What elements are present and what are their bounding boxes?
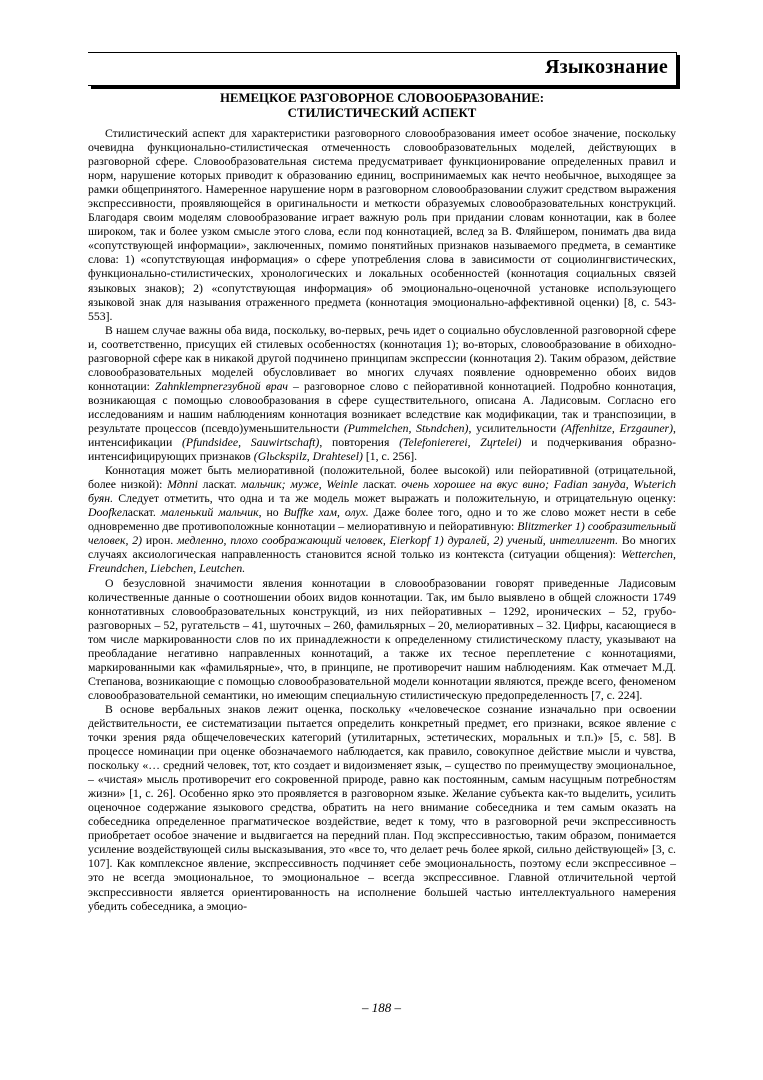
article bbox=[88, 91, 676, 914]
italic-run: Blitzmerker 1) сообразительный человек, 2) bbox=[88, 520, 676, 548]
article-title-line-2: СТИЛИСТИЧЕСКИЙ АСПЕКТ bbox=[287, 106, 477, 120]
paragraph bbox=[88, 703, 676, 914]
text-run: – разговорное слово с пейоративной коннотацией. Подробно коннотация, возникающая с помощью словообразования в сфере существительного, описана А. Ладисовым. Согласно его исследованиям и нашим наблюдениям коннотация возникает вследствие как модификации, так и транспозиции, в результате процессов (псевдо)уменьшительности bbox=[88, 379, 676, 435]
text-run: , усилительности bbox=[468, 421, 561, 435]
text-run: О безусловной значимости явления коннотации в словообразовании говорят приведенные Ладисовым количественные данные о соотношении обоих видов коннотации. Так, им было выявлено в общей сложности 1749 коннотативных словообразовательных конструкций, из них пейоративных – 1292, иронических – 52, грубо-разговорных – 52, ругательств – 41, шуточных – 260, фамильярных – 20, мелиоративных – 32. Цифры, касающиеся в том числе маркированности слов по их принадлежности к определенному стилистическому пласту, указывают на преобладание негативно направленных коннотаций, а также их тесное переплетение с коннотациями, маркированными как «фамильярные», что, в принципе, не противоречит нашим наблюдениям. Как отмечает М.Д. Степанова, возникающие с помощью словообразовательной модели коннотации являются, прежде всего, феноменом словообразовательной семантики, но имеющим специальную стилистическую предопределенность [7, с. 224]. bbox=[88, 576, 676, 702]
italic-run: очень хорошее на вкус вино; Fadian зануда, Wьterich буян. bbox=[88, 478, 676, 506]
text-run: и подчеркивания образно-интенсифицирующих признаков bbox=[88, 436, 676, 464]
italic-run: Wetterchen, Freundchen, Liebchen, Leutchen. bbox=[88, 548, 676, 576]
italic-run: Mдnnі bbox=[167, 478, 198, 492]
text-run: , но bbox=[258, 506, 284, 520]
paragraph bbox=[88, 324, 676, 464]
article-title-line-1: НЕМЕЦКОЕ РАЗГОВОРНОЕ СЛОВООБРАЗОВАНИЕ: bbox=[219, 91, 545, 105]
italic-run: (Affenhitze, Erzgauner) bbox=[560, 421, 674, 435]
page-number: – 188 – bbox=[362, 1000, 401, 1015]
italic-run: мальчик; муже, Weinle bbox=[241, 478, 358, 492]
italic-run: (Pfundsidee, Sauwirtschaft) bbox=[181, 436, 320, 450]
paragraph bbox=[88, 464, 676, 576]
text-run: ласкат. bbox=[357, 478, 402, 492]
text-run: ласкат. bbox=[121, 506, 161, 520]
text-run: В нашем случае важны оба вида, поскольку, во-первых, речь идет о социально обусловленной разговорной сфере и, соответственно, присущих ей стилевых особенностях (коннотация 1); во-вторых, словообразование в обиходно-разговорной сфере как в никакой другой подчинено принципам экспрессии (коннотация 2). Таким образом, действие словообразовательных моделей обусловливает во многих случаях появление одновременно обоих видов коннотации: bbox=[88, 323, 676, 393]
text-run: В основе вербальных знаков лежит оценка, поскольку «человеческое сознание изначально при освоении действительности, ее систематизации пытается определить конкретный предмет, его признаки, всякое явление с точки зрения ряда общечеловеческих категорий (утилитарных, эстетических, моральных и т.п.)» [5, с. 58]. В процессе номинации при оценке обозначаемого наблюдается, как правило, совокупное действие мысли и чувства, поскольку «… средний человек, тот, кто создает и видоизменяет язык, – существо по преимуществу эмоциональное, – «чистая» мысль противоречит его сокровенной природе, равно как постоянным, самым насущным потребностям жизни» [1, с. 26]. Особенно ярко это проявляется в разговорном языке. Желание субъекта как-то выделить, усилить оценочное содержание языкового средства, обратить на него внимание собеседника и тем самым оказать на собеседника определенное прагматическое воздействие, ведет к тому, что в разговорной речи экспрессивность приобретает особое значение и выдвигается на передний план. Под экспрессивностью, таким образом, понимается усиление воздействующей силы высказывания, это «все то, что делает речь более яркой, сильно действующей» [3, с. 107]. Как комплексное явление, экспрессивность подчиняет себе эмоциональность, поэтому если экспрессивное – это не всегда эмоциональное, то эмоциональное – всегда экспрессивное. Главной отличительной чертой экспрессивности является ориентированность на исполнение большей частью интеллектуального намерения убедить собеседника, а эмоцио- bbox=[88, 702, 676, 913]
section-title: Языкознание bbox=[544, 56, 668, 78]
text-run: ирон. bbox=[142, 534, 178, 548]
italic-run: (Glьckspilz, Drahtesel) bbox=[253, 450, 363, 464]
paragraph bbox=[88, 577, 676, 703]
italic-run: Buffke хам, олух. bbox=[283, 506, 369, 520]
text-run: Коннотация может быть мелиоративной (положительной, более высокой) или пейоративной (отрицательной, более низкой): bbox=[88, 464, 676, 492]
text-run: Стилистический аспект для характеристики разговорного словообразования имеет особое значение, поскольку очевидна функционально-стилистическая отмеченность словообразовательных моделей, действующих в разговорной сфере. Словообразовательная система предусматривает функционирование определенных правил и норм, нарушение которых приводит к образованию единиц, воспринимаемых как нечто необычное, выходящее за рамки общепринятого. Намеренное нарушение норм в разговорном словообразовании служит средством выражения экспрессивности, проявляющейся в оригинальности и меткости образуемых словообразовательных конструкций. Благодаря своим моделям словообразование играет важную роль при придании словам коннотации, как в более широком, так и более узком смысле этого слова, если под коннотацией, вслед за В. Фляйшером, понимать два вида «сопутствующей информации», заключенных, помимо понятийных признаков называемого предмета, в семантике слова: 1) «сопутствующая информация» о сфере употребления слова в зависимости от социолингвистических, функционально-стилистических, хронологических и локальных особенностей (коннотация социальных связей языковых знаков); 2) «сопутствующая информация» об эмоционально-оценочной установке использующего языковой знак для называния отраженного предмета (коннотация эмоционально-аффективной оценки) [8, с. 543-553]. bbox=[88, 127, 676, 323]
italic-run: (Telefonierereі, Zцrtelei) bbox=[399, 436, 522, 450]
text-run: [1, с. 256]. bbox=[362, 450, 418, 464]
text-run: Во многих случаях аксиологическая направленность становится ясной только из контекста (ситуации общения): bbox=[88, 534, 677, 562]
italic-run: Zahnklempnerгзубной врач bbox=[154, 379, 288, 393]
text-run: , повторения bbox=[319, 436, 400, 450]
italic-run: (Pummelchen, Stьndchen) bbox=[343, 421, 469, 435]
text-run: ласкат. bbox=[197, 478, 242, 492]
paragraph bbox=[88, 127, 676, 324]
article-body bbox=[88, 127, 676, 914]
text-run: Даже более того, одно и то же слово может нести в себе одновременно две противоположные коннотации – мелиоративную и пейоративную: bbox=[88, 506, 676, 534]
italic-run: маленький мальчик bbox=[160, 506, 259, 520]
section-header bbox=[88, 52, 677, 86]
text-run: , интенсификации bbox=[88, 421, 676, 450]
article-title bbox=[88, 91, 676, 121]
italic-run: медленно, плохо соображающий человек, Eierkopf 1) дуралей, 2) ученый, интеллигент. bbox=[177, 534, 619, 548]
italic-run: Doofke bbox=[88, 506, 122, 520]
text-run: Следует отметить, что одна и та же модель может выражать и положительную, и отрицательную оценку: bbox=[113, 492, 676, 506]
